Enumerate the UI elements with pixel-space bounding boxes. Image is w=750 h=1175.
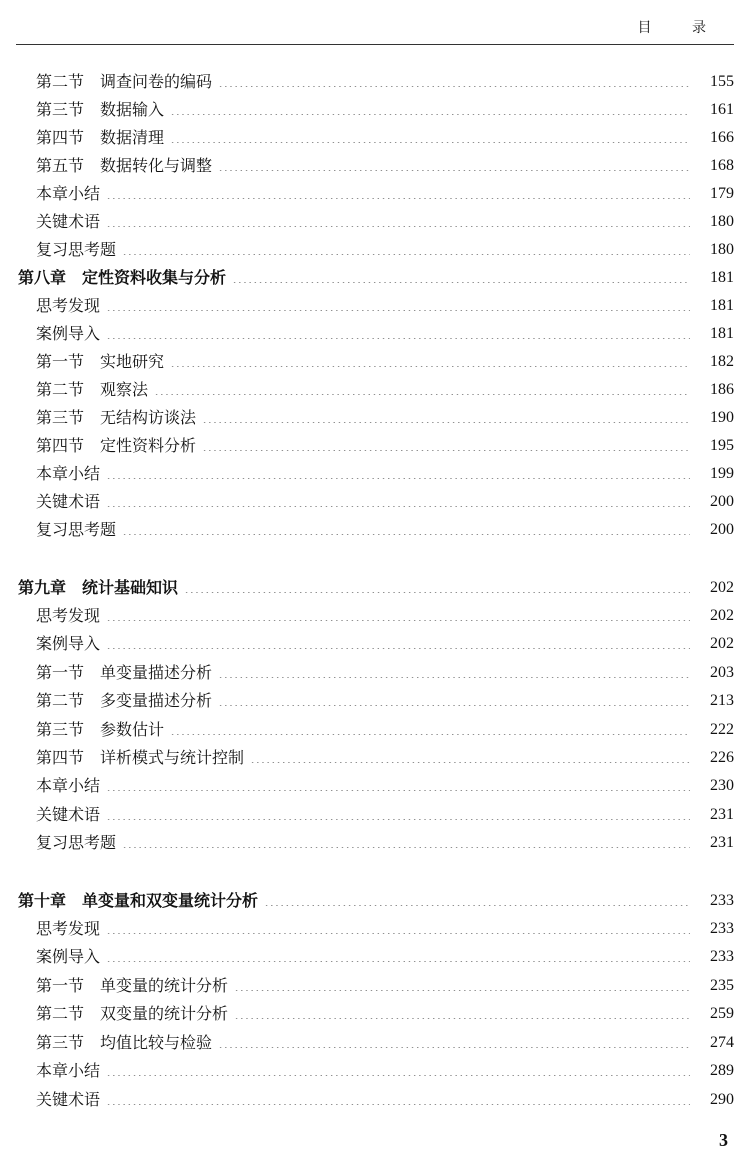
- dot-leader: [170, 734, 690, 735]
- toc-entry-label: 第一节 单变量描述分析: [36, 663, 213, 682]
- dot-leader: [106, 819, 690, 820]
- toc-entry-page: 274: [710, 1034, 734, 1051]
- toc-entry-label: 第五节 数据转化与调整: [36, 156, 213, 175]
- dot-leader: [184, 592, 690, 593]
- toc-chapter-label: 第九章 统计基础知识: [18, 578, 179, 597]
- toc-entry[interactable]: [0, 236, 750, 264]
- dot-leader: [106, 1104, 690, 1105]
- toc-entry-label: 思考发现: [36, 606, 101, 625]
- toc-entry[interactable]: [0, 630, 750, 658]
- dot-leader: [232, 282, 690, 283]
- dot-leader: [234, 1018, 690, 1019]
- toc-entry[interactable]: [0, 829, 750, 857]
- dot-leader: [106, 648, 690, 649]
- toc-entry-label: 第四节 定性资料分析: [36, 436, 197, 455]
- toc-entry[interactable]: [0, 292, 750, 320]
- toc-entry-page: 200: [710, 521, 734, 538]
- toc-entry-page: 289: [710, 1062, 734, 1079]
- toc-entry-label: 案例导入: [36, 947, 101, 966]
- dot-leader: [218, 1047, 690, 1048]
- toc-entry[interactable]: [0, 124, 750, 152]
- dot-leader: [106, 310, 690, 311]
- toc-entry-page: 195: [710, 437, 734, 454]
- toc-entry-page: 233: [710, 948, 734, 965]
- toc-entry-label: 复习思考题: [36, 240, 117, 259]
- toc-entry[interactable]: [0, 488, 750, 516]
- toc-entry-label: 本章小结: [36, 464, 101, 483]
- toc-entry-page: 290: [710, 1091, 734, 1108]
- toc-entry-label: 第一节 实地研究: [36, 352, 165, 371]
- dot-leader: [106, 226, 690, 227]
- toc-entry[interactable]: [0, 602, 750, 630]
- toc-entry-page: 202: [710, 635, 734, 652]
- header-title: 目 录: [637, 20, 724, 36]
- toc-entry-label: 思考发现: [36, 919, 101, 938]
- toc-entry[interactable]: [0, 915, 750, 943]
- toc-entry[interactable]: [0, 1086, 750, 1114]
- toc-entry-label: 关键术语: [36, 492, 101, 511]
- toc-entry-label: 关键术语: [36, 1090, 101, 1109]
- toc-entry[interactable]: [0, 152, 750, 180]
- dot-leader: [106, 506, 690, 507]
- toc-entry[interactable]: [0, 687, 750, 715]
- dot-leader: [264, 905, 690, 906]
- toc-entry-page: 190: [710, 409, 734, 426]
- page-number: 3: [719, 1130, 728, 1150]
- toc-entry-label: 第三节 参数估计: [36, 720, 165, 739]
- toc-entry[interactable]: [0, 404, 750, 432]
- toc-entry-page: 202: [710, 579, 734, 596]
- toc-entry-page: 202: [710, 607, 734, 624]
- dot-leader: [106, 933, 690, 934]
- dot-leader: [154, 394, 690, 395]
- toc-entry[interactable]: [0, 1029, 750, 1057]
- toc-entry-page: 168: [710, 157, 734, 174]
- toc-entry-page: 180: [710, 213, 734, 230]
- toc-entry-page: 230: [710, 777, 734, 794]
- toc-entry-page: 182: [710, 353, 734, 370]
- toc-entry-page: 200: [710, 493, 734, 510]
- toc-entry[interactable]: [0, 208, 750, 236]
- toc-entry[interactable]: [0, 68, 750, 96]
- toc-entry-label: 关键术语: [36, 212, 101, 231]
- toc-entry-page: 181: [710, 269, 734, 286]
- dot-leader: [202, 450, 690, 451]
- toc-entry-page: 186: [710, 381, 734, 398]
- toc-entry-page: 226: [710, 749, 734, 766]
- toc-entry[interactable]: [0, 744, 750, 772]
- toc-entry-label: 本章小结: [36, 1061, 101, 1080]
- toc-entry-page: 233: [710, 892, 734, 909]
- dot-leader: [106, 1075, 690, 1076]
- toc-chapter-entry[interactable]: [0, 574, 750, 602]
- dot-leader: [218, 170, 690, 171]
- toc-entry-page: 155: [710, 73, 734, 90]
- dot-leader: [106, 620, 690, 621]
- toc-entry-label: 本章小结: [36, 776, 101, 795]
- toc-entry-page: 181: [710, 325, 734, 342]
- toc-entry[interactable]: [0, 1057, 750, 1085]
- toc-entry[interactable]: [0, 659, 750, 687]
- toc-entry-label: 复习思考题: [36, 833, 117, 852]
- dot-leader: [122, 254, 690, 255]
- toc-entry-page: 179: [710, 185, 734, 202]
- toc-chapter-entry[interactable]: [0, 264, 750, 292]
- toc-entry[interactable]: [0, 180, 750, 208]
- dot-leader: [218, 705, 690, 706]
- toc-entry-page: 161: [710, 101, 734, 118]
- toc-entry-page: 180: [710, 241, 734, 258]
- toc-entry-label: 第三节 数据输入: [36, 100, 165, 119]
- toc-entry[interactable]: [0, 772, 750, 800]
- dot-leader: [106, 478, 690, 479]
- toc-entry-label: 第二节 多变量描述分析: [36, 691, 213, 710]
- toc-entry[interactable]: [0, 1000, 750, 1028]
- toc-entry-page: 199: [710, 465, 734, 482]
- running-header: [16, 0, 734, 45]
- dot-leader: [170, 142, 690, 143]
- toc-entry[interactable]: [0, 943, 750, 971]
- toc-entry-page: 166: [710, 129, 734, 146]
- toc-entry-label: 关键术语: [36, 805, 101, 824]
- toc-entry-label: 复习思考题: [36, 520, 117, 539]
- toc-entry-page: 233: [710, 920, 734, 937]
- dot-leader: [218, 677, 690, 678]
- toc-entry-label: 第四节 数据清理: [36, 128, 165, 147]
- dot-leader: [106, 338, 690, 339]
- toc-entry[interactable]: [0, 460, 750, 488]
- dot-leader: [218, 86, 690, 87]
- dot-leader: [170, 366, 690, 367]
- dot-leader: [106, 790, 690, 791]
- toc-entry-label: 思考发现: [36, 296, 101, 315]
- toc-chapter-label: 第八章 定性资料收集与分析: [18, 268, 227, 287]
- toc-entry-page: 222: [710, 721, 734, 738]
- dot-leader: [234, 990, 690, 991]
- toc-chapter-entry[interactable]: [0, 887, 750, 915]
- toc-entry-page: 235: [710, 977, 734, 994]
- dot-leader: [122, 534, 690, 535]
- toc-entry[interactable]: [0, 432, 750, 460]
- toc-entry-label: 第二节 调查问卷的编码: [36, 72, 213, 91]
- toc-entry[interactable]: [0, 972, 750, 1000]
- toc-entry-label: 第二节 双变量的统计分析: [36, 1004, 229, 1023]
- toc-entry-label: 案例导入: [36, 634, 101, 653]
- dot-leader: [170, 114, 690, 115]
- toc-entry-label: 案例导入: [36, 324, 101, 343]
- dot-leader: [202, 422, 690, 423]
- toc-entry-page: 259: [710, 1005, 734, 1022]
- toc-entry[interactable]: [0, 348, 750, 376]
- toc-entry-page: 203: [710, 664, 734, 681]
- toc-entry[interactable]: [0, 320, 750, 348]
- toc-entry-page: 213: [710, 692, 734, 709]
- toc-entry[interactable]: [0, 716, 750, 744]
- toc-entry[interactable]: [0, 376, 750, 404]
- toc-entry-page: 231: [710, 806, 734, 823]
- toc-entry[interactable]: [0, 96, 750, 124]
- toc-entry[interactable]: [0, 516, 750, 544]
- dot-leader: [106, 198, 690, 199]
- toc-entry-label: 第二节 观察法: [36, 380, 149, 399]
- toc-entry-label: 第三节 均值比较与检验: [36, 1033, 213, 1052]
- toc-entry-page: 231: [710, 834, 734, 851]
- toc-entry-page: 181: [710, 297, 734, 314]
- toc-entry[interactable]: [0, 801, 750, 829]
- toc-entry-label: 第一节 单变量的统计分析: [36, 976, 229, 995]
- dot-leader: [122, 847, 690, 848]
- dot-leader: [106, 961, 690, 962]
- toc-entry-label: 第三节 无结构访谈法: [36, 408, 197, 427]
- toc-chapter-label: 第十章 单变量和双变量统计分析: [18, 891, 259, 910]
- toc-entry-label: 本章小结: [36, 184, 101, 203]
- toc-entry-label: 第四节 详析模式与统计控制: [36, 748, 245, 767]
- dot-leader: [250, 762, 690, 763]
